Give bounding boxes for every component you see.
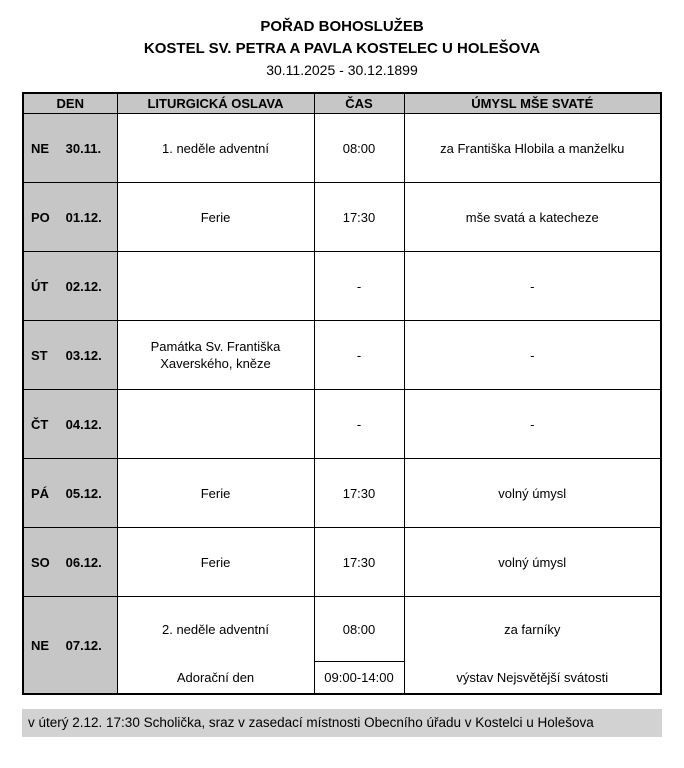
time-cell xyxy=(314,597,404,695)
document-header xyxy=(22,16,662,80)
intention-cell: volný úmysl xyxy=(404,528,661,597)
celebration-stack xyxy=(118,597,314,693)
day-cell xyxy=(23,321,117,390)
celebration-cell: Ferie xyxy=(117,459,314,528)
time-cell: - xyxy=(314,252,404,321)
time-cell: 08:00 xyxy=(314,114,404,183)
column-header-liturgicka-oslava: LITURGICKÁ OSLAVA xyxy=(117,93,314,114)
time-upper: 08:00 xyxy=(315,597,404,662)
celebration-cell xyxy=(117,390,314,459)
intention-stack xyxy=(405,597,661,693)
day-abbrev: NE xyxy=(31,140,50,156)
day-date: 06.12. xyxy=(65,554,102,570)
day-date: 04.12. xyxy=(65,416,102,432)
table-row xyxy=(23,183,661,252)
table-row xyxy=(23,321,661,390)
table-header xyxy=(23,93,661,114)
celebration-cell xyxy=(117,597,314,695)
time-cell: 17:30 xyxy=(314,183,404,252)
footer-note: v úterý 2.12. 17:30 Scholička, sraz v zasedací místnosti Obecního úřadu v Kostelci u Holešova xyxy=(22,709,662,737)
day-date: 02.12. xyxy=(65,278,102,294)
date-range: 30.11.2025 - 30.12.1899 xyxy=(266,61,418,78)
day-abbrev: ČT xyxy=(31,416,49,432)
day-cell xyxy=(23,183,117,252)
table-row xyxy=(23,252,661,321)
celebration-cell: 1. neděle adventní xyxy=(117,114,314,183)
church-name: KOSTEL SV. PETRA A PAVLA KOSTELEC U HOLEŠOVA xyxy=(143,39,541,57)
time-lower: 09:00-14:00 xyxy=(324,670,394,686)
day-abbrev: PO xyxy=(31,209,50,225)
intention-cell: za Františka Hlobila a manželku xyxy=(404,114,661,183)
time-cell: 17:30 xyxy=(314,528,404,597)
day-cell xyxy=(23,114,117,183)
day-abbrev: PÁ xyxy=(31,485,50,501)
table-row xyxy=(23,390,661,459)
table-row xyxy=(23,459,661,528)
time-cell: 17:30 xyxy=(314,459,404,528)
intention-cell xyxy=(404,597,661,695)
celebration-cell: Památka Sv. Františka Xaverského, kněze xyxy=(117,321,314,390)
intention-cell: - xyxy=(404,321,661,390)
day-abbrev: SO xyxy=(31,554,50,570)
celebration-cell: Ferie xyxy=(117,183,314,252)
day-cell xyxy=(23,597,117,695)
day-date: 03.12. xyxy=(65,347,102,363)
table-row xyxy=(23,597,661,695)
time-cell: - xyxy=(314,390,404,459)
day-abbrev: NE xyxy=(31,637,50,653)
celebration-lower: Adorační den xyxy=(176,670,255,686)
day-date: 30.11. xyxy=(65,140,102,156)
intention-cell: volný úmysl xyxy=(404,459,661,528)
column-header-cas: ČAS xyxy=(314,93,404,114)
table-row xyxy=(23,114,661,183)
celebration-upper: 2. neděle adventní xyxy=(162,622,269,638)
intention-lower: výstav Nejsvětější svátosti xyxy=(456,670,609,686)
intention-cell: mše svatá a katecheze xyxy=(404,183,661,252)
day-date: 07.12. xyxy=(65,637,102,653)
celebration-cell xyxy=(117,252,314,321)
day-abbrev: ST xyxy=(31,347,48,363)
day-cell xyxy=(23,252,117,321)
intention-upper: za farníky xyxy=(504,622,561,638)
column-header-umysl: ÚMYSL MŠE SVATÉ xyxy=(404,93,661,114)
day-date: 01.12. xyxy=(65,209,102,225)
day-cell xyxy=(23,459,117,528)
day-cell xyxy=(23,390,117,459)
celebration-cell: Ferie xyxy=(117,528,314,597)
column-header-den: DEN xyxy=(23,93,117,114)
time-stack xyxy=(315,597,404,693)
time-cell: - xyxy=(314,321,404,390)
page-title: POŘAD BOHOSLUŽEB xyxy=(260,18,424,35)
day-abbrev: ÚT xyxy=(31,278,49,294)
schedule-table xyxy=(22,92,662,696)
intention-cell: - xyxy=(404,252,661,321)
table-row xyxy=(23,528,661,597)
intention-cell: - xyxy=(404,390,661,459)
day-date: 05.12. xyxy=(65,485,102,501)
day-cell xyxy=(23,528,117,597)
